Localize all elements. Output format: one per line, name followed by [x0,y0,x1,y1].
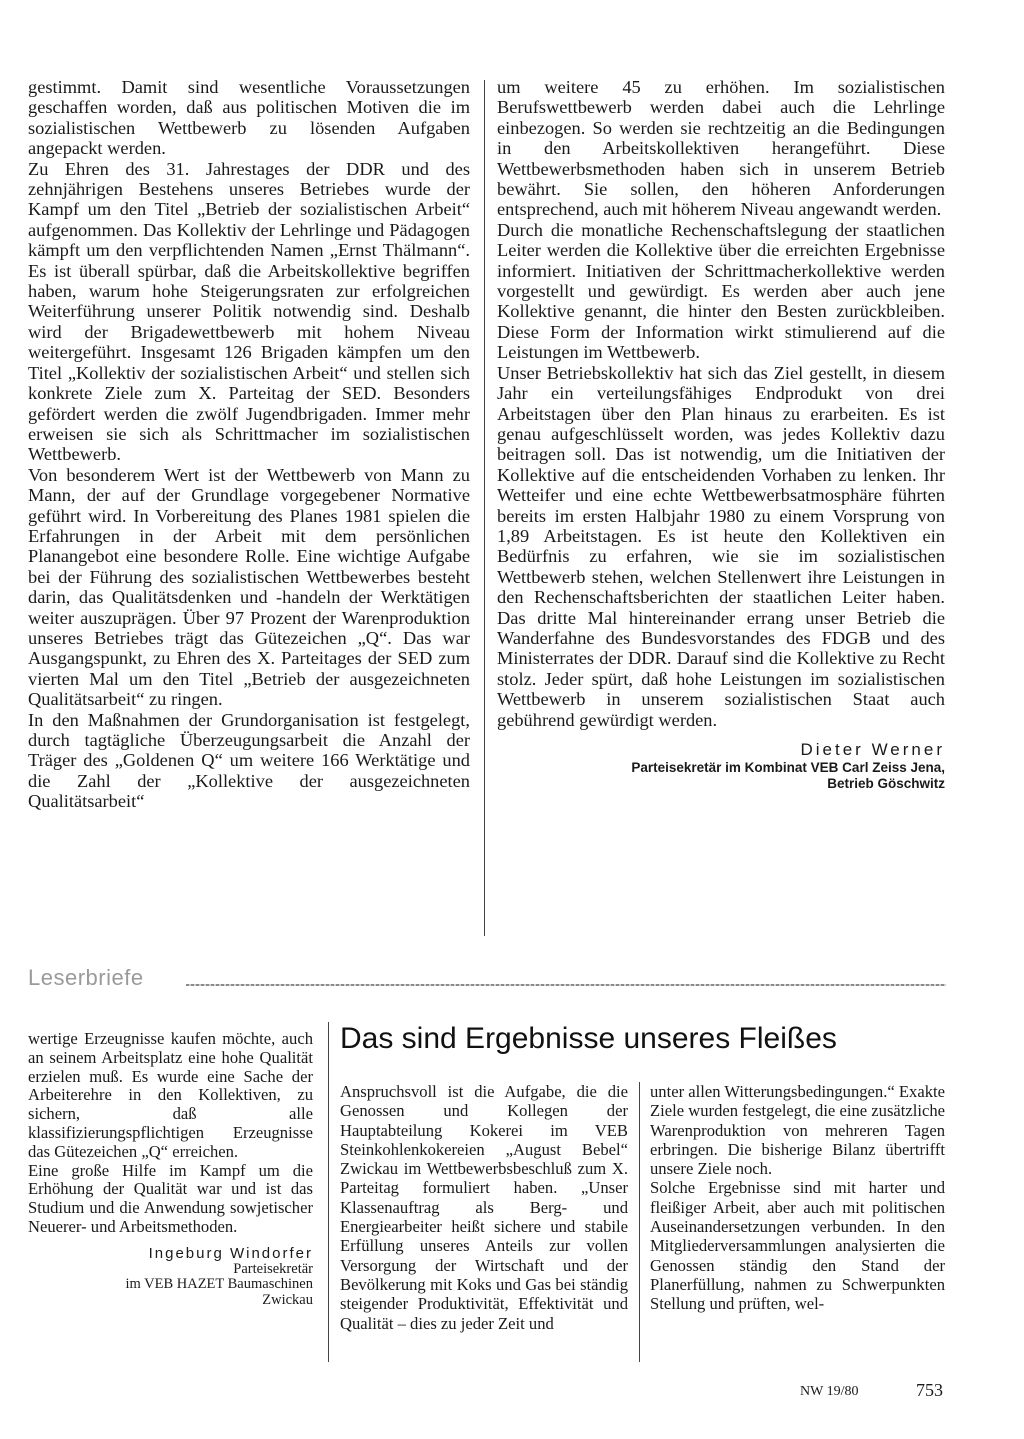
article-column-1 [340,1082,628,1333]
author-title: Parteisekretär [233,1260,313,1277]
author-affiliation: im VEB HAZET Baumaschinen [125,1276,313,1293]
upper-left-column [28,77,470,812]
lower-left-column [28,1030,313,1308]
upper-right-column [497,77,945,792]
paragraph: Durch die monatliche Rechenschaftslegung der staatlichen Leiter werden die Kollektive über die erreichten Ergebnisse informiert. Initiativen der Schrittmacherkollektive werden vorgestellt und gewürdigt. Es werden aber auch jene Kollektive genannt, die hinter den Besten zurückbleiben. Diese Form der Information wirkt stimulierend auf die Leistungen im Wettbewerb. [497,219,945,363]
paragraph: Solche Ergebnisse sind mit harter und fleißiger Arbeit, aber auch mit politischen Auseinandersetzungen verbunden. In den Mitgliederversammlungen analysierten die Genossen ständig den Stand der Planerfüllung, nahmen zu Schwerpunkten Stellung und prüften, wel- [650,1178,945,1314]
paragraph: Eine große Hilfe im Kampf um die Erhöhung der Qualität war und ist das Studium und die Anwendung sowjetischer Neuerer- und Arbeitsmethoden. [28,1160,313,1236]
author-title: Parteisekretär im Kombinat VEB Carl Zeiss Jena, [631,760,945,775]
paragraph: um weitere 45 zu erhöhen. Im sozialistischen Berufswettbewerb werden dabei auch die Lehrlinge einbezogen. So werden sie rechtzeitig an die Bedingungen in den Arbeitskollektiven herangeführt. Diese Wettbewerbsmethoden haben sich in unserem Betrieb bewährt. Sie sollen, den höheren Anforderungen entsprechend, auch mit höherem Niveau angewandt werden. [497,77,945,220]
article-headline: Das sind Ergebnisse unseres Fleißes [340,1022,837,1055]
column-divider [484,80,485,936]
paragraph: Von besonderem Wert ist der Wettbewerb von Mann zu Mann, der auf der Grundlage vorgegebener Normative geführt wird. In Vorbereitung des Planes 1981 spielen die Erfahrungen in der Arbeit mit dem persönlichen Planangebot eine besondere Rolle. Eine wichtige Aufgabe bei der Führung des sozialistischen Wettbewerbes besteht darin, das Qualitätsdenken und -handeln der Werktätigen weiter auszuprägen. Über 97 Prozent der Warenproduktion unseres Betriebes trägt das Gütezeichen „Q“. Das war Ausgangspunkt, zu Ehren des X. Parteitages der SED zum vierten Mal um den Titel „Betrieb der ausgezeichneten Qualitätsarbeit“ zu ringen. [28,464,470,710]
issue-number: NW 19/80 [800,1384,859,1399]
author-name: Ingeburg Windorfer [148,1244,313,1262]
column-divider [639,1082,640,1362]
paragraph: wertige Erzeugnisse kaufen möchte, auch an seinem Arbeitsplatz eine hohe Qualität erzielen muß. Es wurde eine Sache der Arbeiterehre in den Kollektiven, zu sichern, daß alle klassifizierungspflichtigen Erzeugnisse das Gütezeichen „Q“ erreichen. [28,1029,313,1161]
author-name: Dieter Werner [800,740,945,759]
paragraph: gestimmt. Damit sind wesentliche Voraussetzungen geschaffen worden, daß aus politischen Motiven die im sozialistischen Wettbewerb zu lösenden Aufgaben angepackt werden. [28,77,470,159]
paragraph: In den Maßnahmen der Grundorganisation ist festgelegt, durch tagtägliche Überzeugungsarbeit die Anzahl der Träger des „Goldenen Q“ um weitere 166 Werktätige und die Zahl der „Kollektive der ausgezeichneten Qualitätsarbeit“ [28,709,470,812]
column-divider [328,1022,329,1362]
section-divider [186,984,946,986]
article-column-2 [650,1082,945,1314]
section-label: Leserbriefe [28,965,144,990]
author-affiliation: Betrieb Göschwitz [827,776,945,791]
author-location: Zwickau [262,1291,313,1308]
paragraph: unter allen Witterungsbedingungen.“ Exakte Ziele wurden festgelegt, die eine zusätzliche Warenproduktion von mehreren Tagen erbringen. Die bisherige Bilanz übertrifft unsere Ziele noch. [650,1082,945,1179]
paragraph: Unser Betriebskollektiv hat sich das Ziel gestellt, in diesem Jahr ein verteilungsfähiges Endprodukt von drei Arbeitstagen über den Plan hinaus zu erarbeiten. Es ist genau aufgeschlüsselt worden, was jedes Kollektiv dazu beitragen soll. Das ist notwendig, um die Initiativen der Kollektive auf die entscheidenden Vorhaben zu lenken. Ihr Wetteifer und eine echte Wettbewerbsatmosphäre führten bereits im ersten Halbjahr 1980 zu einem Vorsprung von 1,89 Arbeitstagen. Es ist heute den Kollektiven ein Bedürfnis zu erfahren, wie sie im sozialistischen Wettbewerb stehen, welchen Stellenwert ihre Leistungen in den Rechenschaftsberichten der staatlichen Leiter haben. Das dritte Mal hintereinander errang unser Betrieb die Wanderfahne des Bundesvorstandes des FDGB und des Ministerrates der DDR. Darauf sind die Kollektive zu Recht stolz. Jeder spürt, daß hohe Leistungen im sozialistischen Wettbewerb in unserem sozialistischen Staat auch gebührend gewürdigt werden. [497,362,945,730]
page-number: 753 [916,1380,943,1400]
paragraph: Zu Ehren des 31. Jahrestages der DDR und des zehnjährigen Bestehens unseres Betriebes wurde der Kampf um den Titel „Betrieb der sozialistischen Arbeit“ aufgenommen. Das Kollektiv der Lehrlinge und Pädagogen kämpft um den verpflichtenden Namen „Ernst Thälmann“. Es ist überall spürbar, daß die Arbeitskollektive begriffen haben, warum hohe Steigerungsraten zur erfolgreichen Weiterführung unserer Politik notwendig sind. Deshalb wird der Brigadewettbewerb mit hohem Niveau weitergeführt. Insgesamt 126 Brigaden kämpfen um den Titel „Kollektiv der sozialistischen Arbeit“ und stellen sich konkrete Ziele zum X. Parteitag der SED. Besonders gefördert werden die zwölf Jugendbrigaden. Immer mehr erweisen sie sich als Schrittmacher im sozialistischen Wettbewerb. [28,158,470,465]
paragraph: Anspruchsvoll ist die Aufgabe, die die Genossen und Kollegen der Hauptabteilung Kokerei im VEB Steinkohlenkokereien „August Bebel“ Zwickau im Wettbewerbsbeschluß zum X. Parteitag formuliert haben. „Unser Klassenauftrag als Berg- und Energiearbeiter heißt sichere und stabile Erfüllung unseres Anteils zur vollen Versorgung der Wirtschaft und der Bevölkerung mit Koks und Gas bei ständig steigender Produktivität, Effektivität und Qualität – dies zu jeder Zeit und [340,1082,628,1333]
